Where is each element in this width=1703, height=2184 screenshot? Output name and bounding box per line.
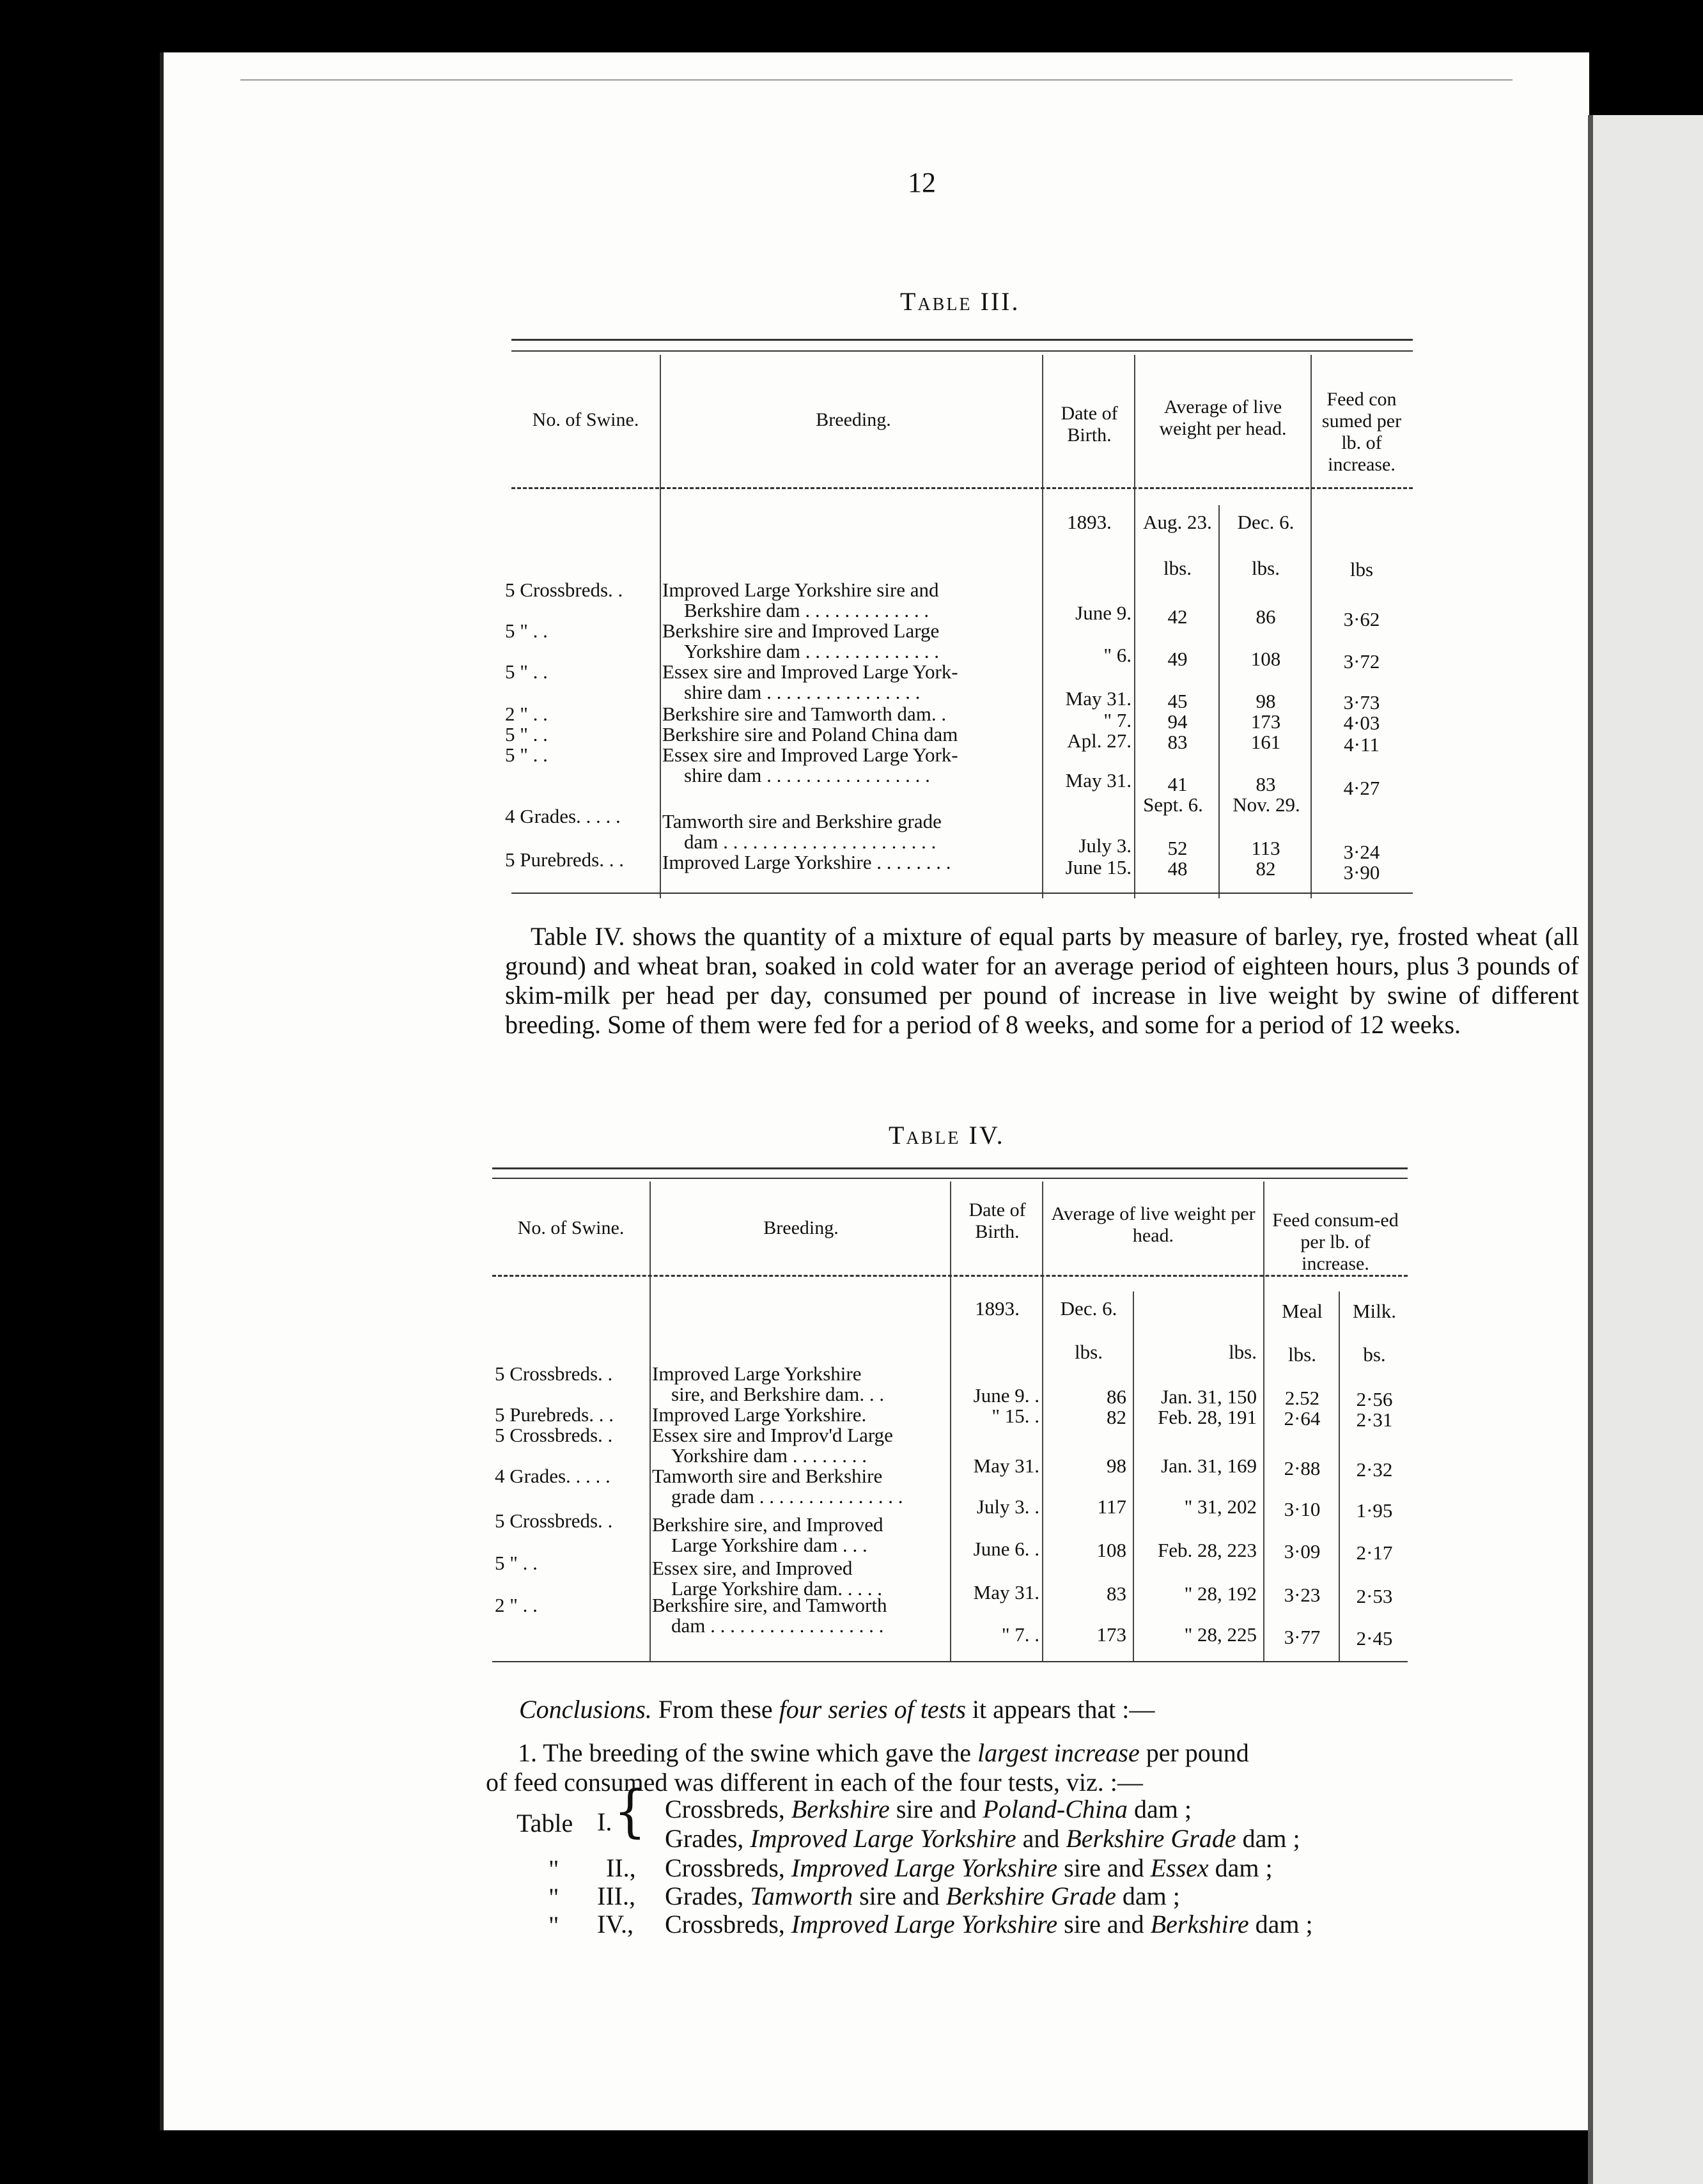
conclusion-point-1	[518, 1738, 1249, 1768]
t3-aug: Aug. 23.	[1143, 511, 1212, 533]
table-4-description: Table IV. shows the quantity of a mixture of equal parts by measure of barley, rye, frosted wheat (all ground) and wheat bran, soaked in cold water for an average period of eighteen hours, plus 3 pounds of skim-milk per head per day, consumed per pound of increase in live weight by swine of different breeding. Some of them were fed for a period of 8 weeks, and some for a period of 12 weeks.	[505, 922, 1579, 1039]
text-run: Berkshire Grade	[1066, 1824, 1236, 1853]
t3-cell: 161	[1250, 731, 1281, 753]
conclusion-item	[665, 1823, 1300, 1853]
ditto-mark: "	[548, 1883, 559, 1912]
t4-cell: 4 Grades. . . . .	[495, 1465, 610, 1487]
t4-cell: 3·10	[1284, 1498, 1321, 1520]
t3-cell: Berkshire dam . . . . . . . . . . . . .	[684, 599, 929, 621]
t3-nov: Nov. 29.	[1233, 793, 1300, 816]
t3-cell: Tamworth sire and Berkshire grade	[662, 810, 942, 832]
t3-cell: shire dam . . . . . . . . . . . . . . . .	[684, 681, 921, 703]
t4-cell: Large Yorkshire dam . . .	[671, 1534, 867, 1556]
t3-dec: Dec. 6.	[1237, 511, 1295, 533]
t4-cell: 3·23	[1284, 1584, 1321, 1606]
text-run: four series of tests	[779, 1695, 966, 1724]
t3-cell: 3·24	[1343, 841, 1380, 863]
t4-cell: Improved Large Yorkshire	[652, 1362, 862, 1385]
t4-header-avg: Average of live weight per head.	[1051, 1203, 1256, 1246]
conclusion-item	[665, 1853, 1273, 1883]
text-run: dam ;	[1242, 1824, 1300, 1853]
text-run: per pound	[1146, 1738, 1249, 1767]
t4-unit: lbs.	[1229, 1341, 1257, 1363]
text-run: dam ;	[1215, 1853, 1273, 1882]
item-label: III.,	[597, 1882, 635, 1910]
t4-cell: Large Yorkshire dam. . . . .	[671, 1577, 883, 1600]
text-run: largest increase	[977, 1738, 1140, 1767]
t3-cell: Yorkshire dam . . . . . . . . . . . . . .	[684, 640, 939, 662]
conclusion-item	[665, 1881, 1180, 1911]
t4-cell: 1·95	[1356, 1499, 1393, 1522]
t3-cell: " 6.	[1103, 644, 1131, 666]
text-run: Tamworth	[750, 1882, 853, 1910]
t4-cell: Jan. 31, 150	[1161, 1385, 1257, 1408]
t3-cell: 4·27	[1343, 777, 1380, 799]
text-run: sire and	[1064, 1910, 1144, 1938]
t3-cell: 5 " . .	[505, 620, 548, 642]
text-run: Poland-China	[983, 1795, 1128, 1823]
t3-year: 1893.	[1067, 511, 1112, 533]
t3-cell: 3·73	[1343, 691, 1380, 714]
t4-cell: 5 Crossbreds. .	[495, 1362, 613, 1385]
t3-cell: 113	[1251, 837, 1280, 859]
t4-cell: 2.52	[1284, 1387, 1320, 1409]
text-run: Crossbreds,	[665, 1910, 785, 1938]
t4-cell: Tamworth sire and Berkshire	[652, 1465, 883, 1487]
t3-cell: July 3.	[1078, 834, 1131, 857]
t3-header-feed: Feed con sumed per lb. of increase.	[1321, 389, 1402, 475]
t3-cell: 2 " . .	[505, 703, 548, 725]
t3-cell: May 31.	[1065, 769, 1131, 792]
t4-cell: 2·17	[1356, 1541, 1393, 1564]
t3-cell: June 15.	[1065, 856, 1131, 878]
t4-cell: 173	[1096, 1623, 1126, 1646]
t3-cell: Berkshire sire and Improved Large	[662, 620, 940, 642]
t4-cell: 2·32	[1356, 1458, 1393, 1481]
t4-cell: Yorkshire dam . . . . . . . .	[671, 1444, 867, 1467]
t3-cell: May 31.	[1065, 687, 1131, 710]
t3-cell: Apl. 27.	[1067, 729, 1131, 752]
t4-cell: 2·45	[1356, 1627, 1393, 1650]
t3-header-dob: Date of Birth.	[1061, 403, 1118, 446]
t4-cell: 117	[1097, 1495, 1126, 1518]
t3-unit: lbs.	[1163, 557, 1192, 579]
t3-header-avg: Average of live weight per head.	[1159, 396, 1287, 439]
t3-cell: 3·90	[1343, 861, 1380, 884]
t3-cell: 45	[1167, 690, 1188, 712]
t4-cell: Feb. 28, 191	[1158, 1406, 1257, 1428]
t3-cell: 4·03	[1343, 712, 1380, 734]
t4-cell: " 15. .	[991, 1405, 1039, 1427]
t4-cell: dam . . . . . . . . . . . . . . . . . .	[671, 1614, 884, 1637]
item-label: II.,	[606, 1853, 636, 1882]
text-run: sire and	[859, 1882, 940, 1910]
t4-header-feed: Feed consum-ed per lb. of increase.	[1272, 1210, 1399, 1274]
conclusion-item	[665, 1794, 1192, 1824]
t3-cell: 98	[1256, 690, 1276, 712]
t3-cell: 48	[1167, 857, 1188, 880]
t4-unit: lbs.	[1075, 1341, 1103, 1363]
brace-glyph: {	[614, 1778, 646, 1844]
t3-cell: 42	[1167, 605, 1188, 628]
conclusions-intro	[519, 1694, 1155, 1724]
t4-cell: Essex sire and Improv'd Large	[652, 1424, 893, 1446]
t3-cell: 52	[1167, 837, 1188, 859]
t4-header-breeding: Breeding.	[763, 1217, 839, 1238]
t4-cell: " 28, 225	[1184, 1623, 1257, 1646]
text-run: Berkshire Grade	[945, 1882, 1116, 1910]
t3-cell: 5 " . .	[505, 723, 548, 745]
text-run: dam ;	[1134, 1795, 1192, 1823]
t3-cell: 3·62	[1343, 608, 1380, 630]
item-label: IV.,	[597, 1910, 634, 1938]
conclusion-item	[665, 1909, 1313, 1939]
text-run: Grades,	[665, 1882, 744, 1910]
t4-cell: 3·09	[1284, 1540, 1321, 1563]
t3-cell: 82	[1256, 857, 1276, 880]
t3-cell: Essex sire and Improved Large York-	[662, 660, 958, 683]
t4-meal: Meal	[1282, 1300, 1323, 1322]
text-run: Grades,	[665, 1824, 744, 1853]
t3-cell: dam . . . . . . . . . . . . . . . . . . . . . .	[684, 831, 937, 853]
t3-cell: 41	[1167, 773, 1188, 795]
t3-cell: 5 Purebreds. . .	[505, 848, 624, 871]
t4-cell: July 3. .	[976, 1495, 1039, 1518]
t4-cell: 2 " . .	[495, 1594, 538, 1616]
t3-cell: Essex sire and Improved Large York-	[662, 744, 958, 766]
t4-cell: June 9. .	[973, 1384, 1039, 1407]
t4-header-swine: No. of Swine.	[517, 1217, 625, 1238]
t4-cell: 86	[1107, 1385, 1126, 1408]
t3-sept: Sept. 6.	[1143, 793, 1203, 816]
t3-cell: Improved Large Yorkshire sire and	[662, 579, 939, 601]
t3-cell: 4 Grades. . . . .	[505, 805, 621, 827]
t4-header-dob: Date of Birth.	[968, 1199, 1026, 1242]
t4-cell: Jan. 31, 169	[1161, 1455, 1257, 1477]
t4-cell: 3·77	[1284, 1626, 1321, 1648]
t3-cell: Berkshire sire and Tamworth dam. .	[662, 703, 947, 725]
text-run: Improved Large Yorkshire	[750, 1824, 1016, 1853]
t3-cell: 83	[1167, 731, 1188, 753]
text-run: it appears that :—	[972, 1695, 1155, 1724]
text-run: Improved Large Yorkshire	[791, 1853, 1058, 1882]
conclusions-heading: Conclusions.	[519, 1695, 652, 1724]
conclusion-point-1-cont: of feed consumed was different in each of the four tests, viz. :—	[486, 1768, 1143, 1797]
t4-cell: 2·56	[1356, 1388, 1393, 1410]
t3-header-swine: No. of Swine.	[532, 409, 639, 430]
t4-unit: bs.	[1363, 1343, 1386, 1366]
t4-cell: Feb. 28, 223	[1158, 1539, 1257, 1561]
t4-milk: Milk.	[1352, 1300, 1397, 1322]
text-run: dam ;	[1255, 1910, 1313, 1938]
text-run: and	[1022, 1824, 1060, 1853]
table-3-title: Table III.	[900, 287, 1020, 316]
t4-cell: Essex sire, and Improved	[652, 1557, 853, 1579]
table-word: Table	[517, 1809, 573, 1837]
t3-header-breeding: Breeding.	[816, 409, 891, 430]
t4-cell: 98	[1107, 1455, 1126, 1477]
t3-cell: 5 Crossbreds. .	[505, 579, 623, 601]
t4-cell: 5 Crossbreds. .	[495, 1509, 613, 1532]
t4-cell: grade dam . . . . . . . . . . . . . . .	[671, 1485, 903, 1508]
t4-cell: sire, and Berkshire dam. . .	[671, 1383, 885, 1405]
page-number: 12	[908, 167, 936, 198]
t4-cell: 108	[1096, 1539, 1126, 1561]
t4-cell: " 31, 202	[1184, 1495, 1257, 1518]
text-run: 1. The breeding of the swine which gave the	[518, 1738, 972, 1767]
table-4-title: Table IV.	[889, 1121, 1005, 1150]
t3-unit: lbs	[1349, 558, 1374, 581]
t4-dec: Dec. 6.	[1060, 1297, 1117, 1320]
t3-cell: 5 " . .	[505, 660, 548, 683]
text-run: Crossbreds,	[665, 1853, 785, 1882]
t4-cell: 2·88	[1284, 1457, 1321, 1479]
text-run: Crossbreds,	[665, 1795, 785, 1823]
t3-cell: Improved Large Yorkshire . . . . . . . .	[662, 851, 951, 873]
t3-cell: 5 " . .	[505, 744, 548, 766]
text-run: sire and	[896, 1795, 977, 1823]
t4-cell: 2·31	[1356, 1408, 1393, 1431]
t4-cell: 2·64	[1284, 1407, 1321, 1430]
t4-cell: May 31.	[973, 1455, 1039, 1477]
t3-cell: 173	[1250, 710, 1281, 733]
t3-cell: 3·72	[1343, 650, 1380, 673]
t3-cell: 86	[1256, 605, 1276, 628]
t4-cell: " 7. .	[1001, 1623, 1039, 1646]
t3-cell: 108	[1250, 648, 1281, 670]
t3-cell: Berkshire sire and Poland China dam	[662, 723, 958, 745]
t4-cell: 2·53	[1356, 1585, 1393, 1607]
t4-cell: 83	[1107, 1582, 1126, 1605]
t4-unit: lbs.	[1288, 1343, 1316, 1366]
t4-cell: 5 " . .	[495, 1552, 538, 1574]
t4-cell: June 6. .	[973, 1538, 1039, 1560]
t4-year: 1893.	[975, 1297, 1020, 1320]
text-run: Berkshire	[791, 1795, 890, 1823]
t4-cell: May 31.	[973, 1581, 1039, 1603]
t3-cell: 94	[1167, 710, 1188, 733]
text-run: Berkshire	[1150, 1910, 1249, 1938]
t3-cell: shire dam . . . . . . . . . . . . . . . . .	[684, 764, 930, 786]
t4-cell: Improved Large Yorkshire.	[652, 1403, 867, 1426]
t3-cell: June 9.	[1075, 602, 1131, 624]
text-run: dam ;	[1122, 1882, 1180, 1910]
text-run: From these	[658, 1695, 773, 1724]
text-run: Essex	[1150, 1853, 1209, 1882]
t4-cell: 5 Crossbreds. .	[495, 1424, 613, 1446]
ditto-mark: "	[548, 1911, 559, 1940]
t3-cell: " 7.	[1103, 709, 1131, 731]
t3-cell: 49	[1167, 648, 1188, 670]
ditto-mark: "	[548, 1855, 559, 1884]
t3-cell: 83	[1256, 773, 1276, 795]
t4-cell: Berkshire sire, and Tamworth	[652, 1594, 887, 1616]
next-page-edge	[1588, 115, 1703, 2184]
t4-cell: " 28, 192	[1184, 1582, 1257, 1605]
text-run: Improved Large Yorkshire	[791, 1910, 1058, 1938]
t3-cell: 4·11	[1344, 733, 1380, 756]
t4-cell: Berkshire sire, and Improved	[652, 1513, 883, 1536]
item-label: I.	[597, 1807, 612, 1836]
top-rule	[240, 79, 1512, 81]
text-run: sire and	[1064, 1853, 1144, 1882]
t4-cell: 82	[1107, 1406, 1126, 1428]
t3-unit: lbs.	[1252, 557, 1280, 579]
t4-cell: 5 Purebreds. . .	[495, 1403, 614, 1426]
